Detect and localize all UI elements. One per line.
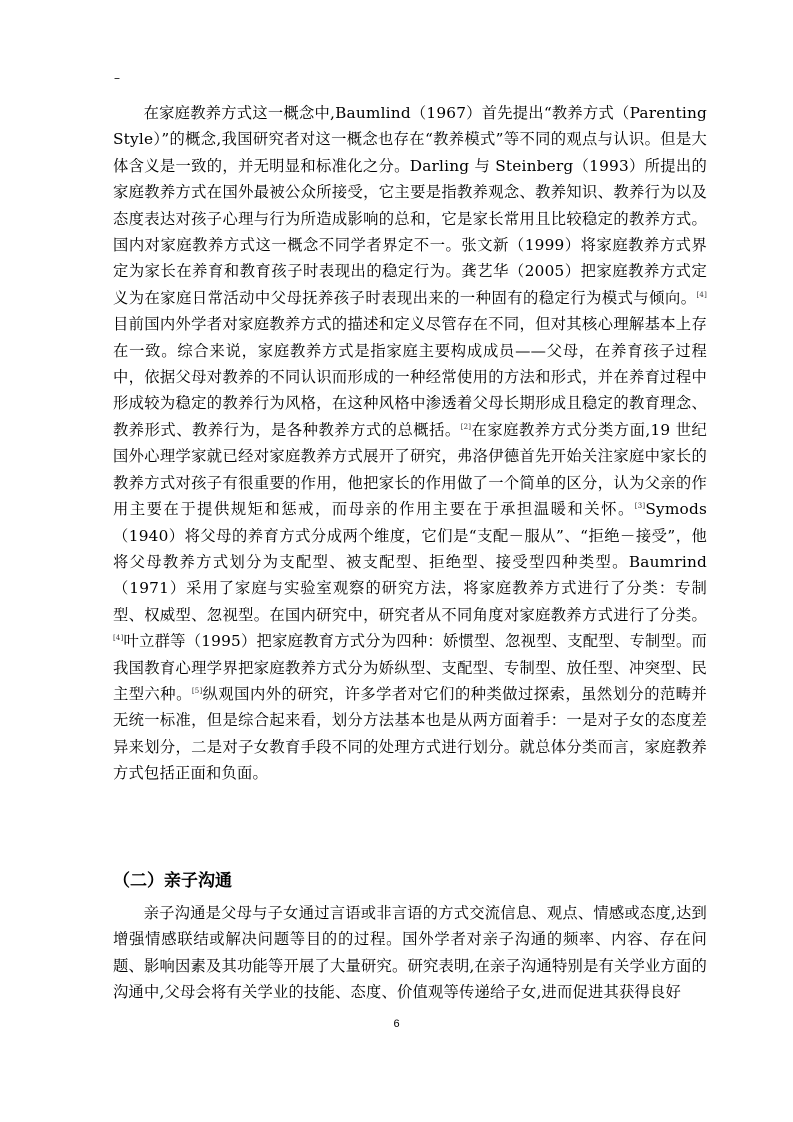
citation-ref: [4] (696, 290, 707, 299)
paragraph-parenting-style (113, 100, 707, 787)
citation-ref: [2] (460, 422, 472, 431)
paragraph-sentence: 目前国内外学者对家庭教养方式的描述和定义尽管存在不同，但对其核心理解基本上存在一致。综合来说，家庭教养方式是指家庭主要构成成员——父母，在养育孩子过程中，依据父母对教养的不同认识而形成的一种经常使用的方法和形式，并在养育过程中形成较为稳定的教养行为风格，在这种风格中渗透着父母长期形成且稳定的教育理念、教养形式、教养行为，是各种教养方式的总概括。 (113, 315, 707, 439)
page-number: 6 (393, 1018, 400, 1030)
paragraph-sentence: 纵观国内外的研究，许多学者对它们的种类做过探索，虽然划分的范畴并无统一标准，但是综合起来看，划分方法基本也是从两方面着手：一是对子女的态度差异来划分，二是对子女教育手段不同的处理方式进行划分。就总体分类而言，家庭教养方式包括正面和负面。 (113, 684, 707, 783)
paragraph-sentence: 在家庭教养方式分类方面,19 世纪国外心理学家就已经对家庭教养方式展开了研究，弗洛伊德首先开始关注家庭中家长的教养方式对孩子有很重要的作用，他把家长的作用做了一个简单的区分，认为父亲的作用主要在于提供规矩和惩戒，而母亲的作用主要在于承担温暖和关怀。 (113, 420, 707, 519)
paragraph-sentence: 叶立群等（1995）把家庭教育方式分为四种：娇惯型、忽视型、支配型、专制型。而我国教育心理学界把家庭教养方式分为娇纵型、支配型、专制型、放任型、冲突型、民主型六种。 (113, 632, 707, 703)
paragraph-sentence: Symods（1940）将父母的养育方式分成两个维度，它们是“支配－服从”、“拒绝－接受”，他将父母教养方式划分为支配型、被支配型、拒绝型、接受型四种类型。Baumrind（1971）采用了家庭与实验室观察的研究方法，将家庭教养方式进行了分类：专制型、权威型、忽视型。在国内研究中，研究者从不同角度对家庭教养方式进行了分类。 (113, 500, 707, 624)
citation-ref: [4] (113, 634, 124, 643)
header-mark: – (114, 71, 120, 85)
section-heading: （二）亲子沟通 (113, 871, 232, 891)
citation-ref: [3] (634, 502, 646, 511)
citation-ref: [5] (191, 686, 203, 695)
paragraph-sentence: 在家庭教养方式这一概念中,Baumlind（1967）首先提出“教养方式（Parenting Style）”的概念,我国研究者对这一概念也存在“教养模式”等不同的观点与认识。但是大体含义是一致的，并无明显和标准化之分。Darling 与 Steinberg（1993）所提出的家庭教养方式在国外最被公众所接受，它主要是指教养观念、教养知识、教养行为以及态度表达对孩子心理与行为所造成影响的总和，它是家长常用且比较稳定的教养方式。国内对家庭教养方式这一概念不同学者界定不一。张文新（1999）将家庭教养方式界定为家长在养育和教育孩子时表现出的稳定行为。龚艺华（2005）把家庭教养方式定义为在家庭日常活动中父母抚养孩子时表现出来的一种固有的稳定行为模式与倾向。 (113, 104, 707, 307)
paragraph-parent-child-communication: 亲子沟通是父母与子女通过言语或非言语的方式交流信息、观点、情感或态度,达到增强情感联结或解决问题等目的的过程。国外学者对亲子沟通的频率、内容、存在问题、影响因素及其功能等开展了大量研究。研究表明,在亲子沟通特别是有关学业方面的沟通中,父母会将有关学业的技能、态度、价值观等传递给子女,进而促进其获得良好 (113, 904, 707, 1002)
